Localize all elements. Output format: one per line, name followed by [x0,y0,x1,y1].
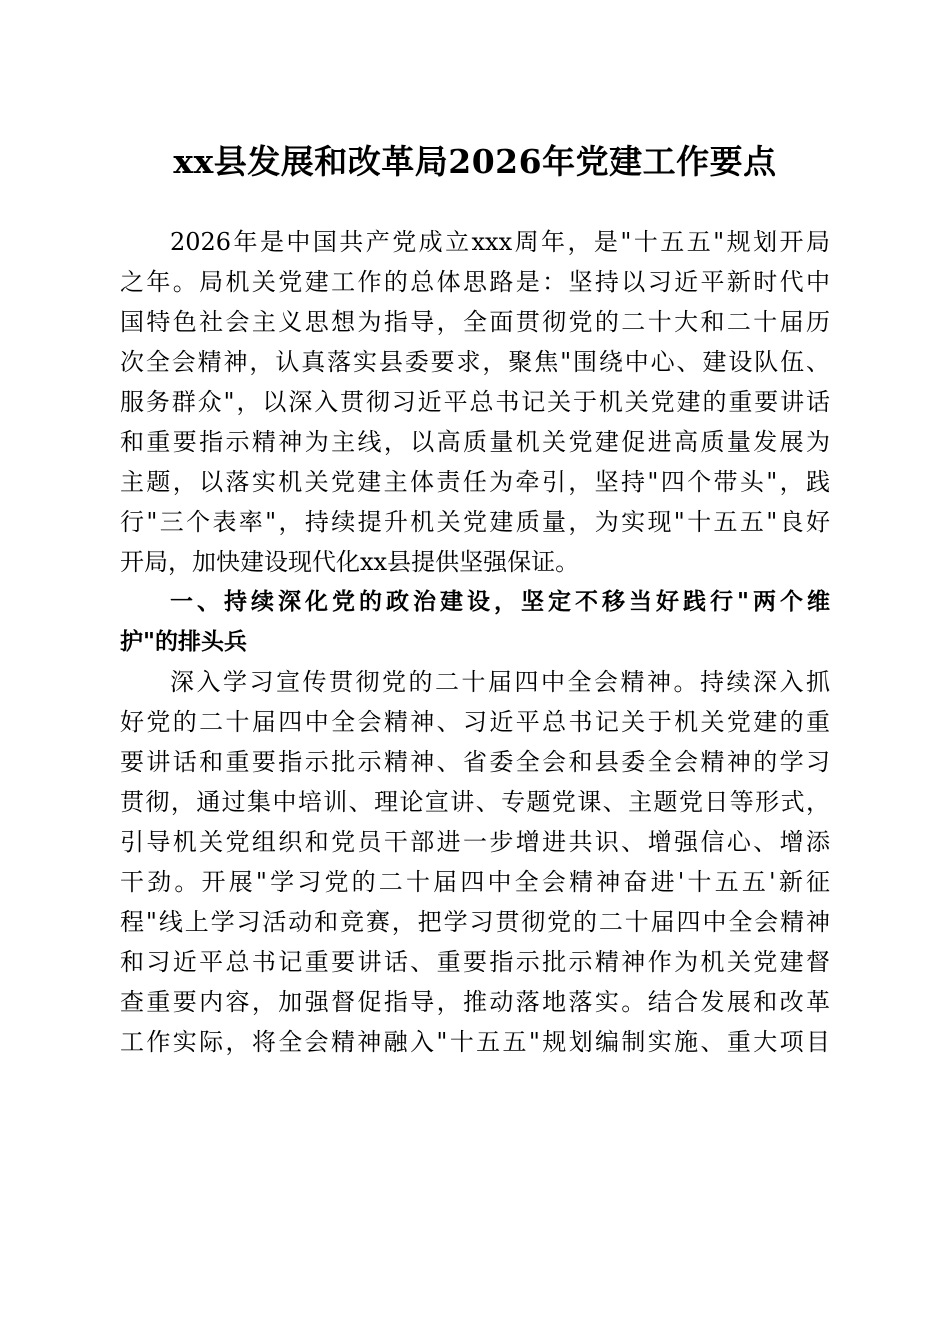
section-heading: 一、持续深化党的政治建设，坚定不移当好践行"两个维 [170,589,830,615]
body-line: 贯彻，通过集中培训、理论宣讲、专题党课、主题党日等形式， [120,788,830,816]
body-line: 要讲话和重要指示批示精神、省委全会和县委全会精神的学习 [120,748,830,776]
body-line: 查重要内容，加强督促指导，推动落地落实。结合发展和改革 [120,988,830,1016]
intro-line: 次全会精神，认真落实县委要求，聚焦"围绕中心、建设队伍、 [120,348,830,376]
document-title: xx县发展和改革局2026年党建工作要点 [173,142,777,181]
intro-line: 主题，以落实机关党建主体责任为牵引，坚持"四个带头"，践 [120,468,830,496]
intro-line: 2026年是中国共产党成立xxx周年，是"十五五"规划开局 [170,228,830,256]
body-line: 引导机关党组织和党员干部进一步增进共识、增强信心、增添 [120,828,830,856]
body-line: 和习近平总书记重要讲话、重要指示批示精神作为机关党建督 [120,948,830,976]
body-line: 程"线上学习活动和竞赛，把学习贯彻党的二十届四中全会精神 [120,908,830,936]
body-line: 好党的二十届四中全会精神、习近平总书记关于机关党建的重 [120,708,830,736]
body-line: 干劲。开展"学习党的二十届四中全会精神奋进'十五五'新征 [120,868,830,896]
intro-line: 之年。局机关党建工作的总体思路是：坚持以习近平新时代中 [120,268,830,296]
intro-line: 国特色社会主义思想为指导，全面贯彻党的二十大和二十届历 [120,308,830,336]
section-heading: 护"的排头兵 [120,629,247,655]
intro-line: 开局，加快建设现代化xx县提供坚强保证。 [120,548,580,576]
intro-line: 和重要指示精神为主线，以高质量机关党建促进高质量发展为 [120,428,830,456]
body-line: 深入学习宣传贯彻党的二十届四中全会精神。持续深入抓 [170,668,830,696]
intro-line: 服务群众"，以深入贯彻习近平总书记关于机关党建的重要讲话 [120,388,830,416]
body-line: 工作实际，将全会精神融入"十五五"规划编制实施、重大项目 [120,1028,830,1056]
intro-line: 行"三个表率"，持续提升机关党建质量，为实现"十五五"良好 [120,508,830,536]
